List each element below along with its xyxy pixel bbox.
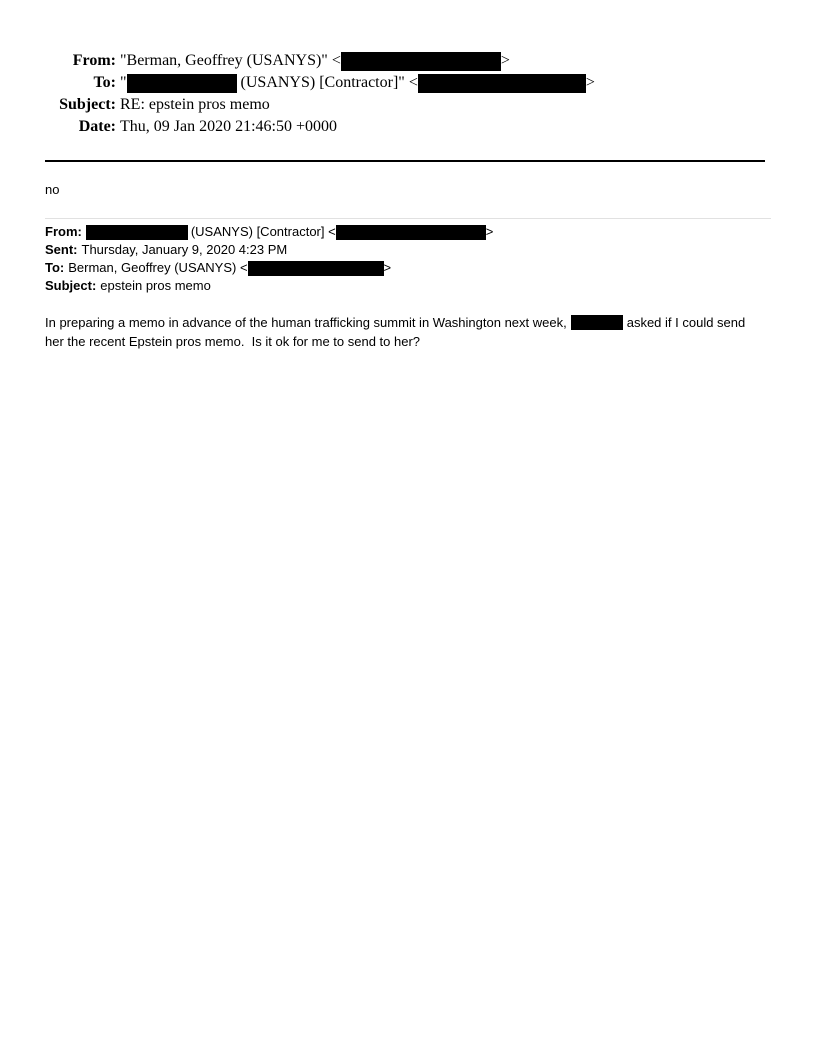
message-body: [45, 313, 775, 351]
header-date-row: [0, 116, 816, 138]
quoted-subject-row: [45, 277, 493, 295]
reply-text: no: [45, 182, 60, 197]
header-to-start: ": [120, 74, 127, 91]
message-line-1-start: In preparing a memo in advance of the human trafficking summit in Washington next week,: [45, 315, 567, 330]
quoted-sent-label: Sent:: [45, 242, 78, 257]
quoted-to-row: [45, 259, 493, 277]
redaction-block: [418, 74, 586, 93]
quoted-to-value: Berman, Geoffrey (USANYS) <: [68, 260, 248, 275]
header-date-value: Thu, 09 Jan 2020 21:46:50 +0000: [120, 118, 338, 135]
header-to-value: (USANYS) [Contractor]" <: [240, 74, 418, 91]
header-to-label: To:: [93, 74, 116, 91]
quoted-header: [45, 223, 493, 295]
header-subject-row: [0, 94, 816, 116]
header-subject-value: RE: epstein pros memo: [120, 96, 270, 113]
quoted-from-label: From:: [45, 224, 82, 239]
redaction-block: [341, 52, 501, 71]
quoted-separator: [45, 218, 771, 219]
redaction-block: [248, 261, 384, 276]
quoted-from-end: >: [485, 224, 494, 239]
quoted-to-end: >: [383, 260, 392, 275]
quoted-subject-value: epstein pros memo: [100, 278, 211, 293]
header-from-row: [0, 50, 816, 72]
quoted-from-row: [45, 223, 493, 241]
header-subject-label: Subject:: [59, 96, 116, 113]
header-from-value: "Berman, Geoffrey (USANYS)" <: [120, 52, 341, 69]
quoted-sent-value: Thursday, January 9, 2020 4:23 PM: [81, 242, 288, 257]
message-line-2-text: her the recent Epstein pros memo. Is it ok for me to send to her?: [45, 334, 421, 349]
redaction-block: [336, 225, 486, 240]
message-line-1-end: asked if I could send: [626, 315, 746, 330]
header-from-label: From:: [72, 52, 116, 69]
quoted-sent-row: [45, 241, 493, 259]
email-header: [0, 50, 816, 138]
redaction-block: [86, 225, 188, 240]
header-from-end: >: [500, 52, 510, 69]
quoted-from-value: (USANYS) [Contractor] <: [190, 224, 336, 239]
redaction-block: [571, 315, 623, 330]
redaction-block: [127, 74, 237, 93]
quoted-subject-label: Subject:: [45, 278, 97, 293]
message-line-1: [45, 313, 775, 332]
header-to-end: >: [585, 74, 595, 91]
header-to-row: [0, 72, 816, 94]
header-divider: [45, 160, 765, 162]
quoted-to-label: To:: [45, 260, 65, 275]
header-date-label: Date:: [78, 118, 116, 135]
message-line-2: [45, 332, 775, 351]
